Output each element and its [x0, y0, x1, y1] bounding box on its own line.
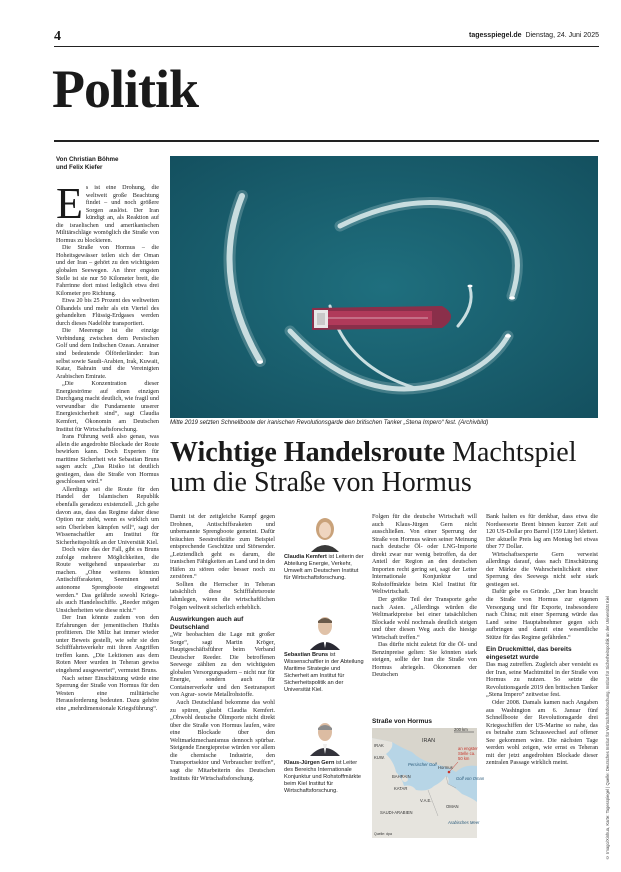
lead-paragraph: Irans Führung weiß also genau, was allein die angedrohte Blockade der Route bewirken kann. Doch Experten für maritime Sicherheit wie Sebastian Bruns sagen auch: „Das Risiko ist deutlich gestiegen, dass die Straße von Hormus geschlossen wird.“	[56, 434, 159, 486]
byline-line-2: und Felix Kiefer	[56, 164, 103, 171]
headline-main: Machtspiel um die Straße von Hormus	[170, 437, 577, 498]
section-title: Politik	[52, 59, 199, 119]
expert-gern	[284, 760, 366, 795]
lead-paragraph: Nach seiner Einschätzung würde eine Sperrung der Straße von Hormus für den Westen eine militärische Herausforderung bedeuten. Dazu gehöre eine „mehrdimensionale Kriegsführung“.	[56, 675, 159, 712]
tanker-ship	[312, 306, 451, 330]
map-label-oman: OMAN	[446, 804, 459, 809]
map-label-narrow: Stelle ca.	[458, 751, 476, 756]
map-title: Straße von Hormus	[372, 718, 432, 725]
map-source: Quelle: dpa	[374, 832, 392, 836]
article-column-4	[486, 514, 598, 859]
photo-credit: © Imago/Xinhua, Karte: Tagesspiegel | Quelle: Deutsches Institut für Wirtschaftsforschung, Institut für Sicherheitspolitik an der Universität Kiel	[605, 596, 610, 860]
paragraph: Das dürfte nicht zuletzt für die Öl- und Benzinpreise gelten: Sie könnten stark steigen, sollte der Iran die Straße von Hormus abriegeln. Ökonomen der Deutschen	[372, 642, 477, 679]
map-label-vae: V.A.E.	[420, 798, 432, 803]
dropcap: E	[56, 179, 83, 228]
paragraph: Damit ist der zeitgleiche Kampf gegen Drohnen, Antischiffsraketen und unbemannte Sprengboote gemeint. Dafür bräuchten Seestreitkräfte zum Beispiel entsprechende Geschütze und Störsender. „Letztendlich geht es darum, die iranischen Fähigkeiten an Land und in den Häfen zu stören oder besser noch zu zerstören.“	[170, 514, 275, 581]
lead-column	[56, 179, 159, 860]
expert-name: Sebastian Bruns	[284, 652, 329, 658]
paragraph: Das mag zutreffen. Zugleich aber versteht es der Iran, seine Machtmittel in der Straße von Hormus zu nutzen. So setzte die Revolutionsgarde 2019 den britischen Tanker „Stena Impero“ zeitweise fest.	[486, 662, 598, 699]
map-label-narrow: an engster	[458, 746, 478, 751]
headline-kicker: Wichtige Handelsroute	[170, 437, 446, 468]
map-label-bahrain: BAHRAIN	[392, 774, 411, 779]
map-label-sea: Arabisches Meer	[448, 820, 480, 825]
article-column-3	[372, 514, 477, 712]
subheading: Auswirkungen auch auf Deutschland	[170, 616, 244, 632]
header-meta	[469, 32, 599, 39]
headline	[170, 438, 600, 498]
map-label-strait: Hormus	[438, 765, 453, 770]
paragraph: „Wir beobachten die Lage mit großer Sorge“, sagt Martin Kröger, Hauptgeschäftsführer beim Verband Deutscher Reeder. Die betroffenen Seewege zählten zu den wichtigsten globalen Versorgungsadern – nicht nur für Energie, sondern auch für Containerverkehr und den Seetransport von Agrar- sowie Metallrohstoffe.	[170, 632, 275, 699]
expert-kemfert	[284, 554, 366, 582]
subheading: Ein Druckmittel, das bereits eingesetzt wurde	[486, 646, 572, 662]
photo-caption: Mitte 2019 setzten Schnellboote der iranischen Revolutionsgarde den britischen Tanker „Stena Impero“ fest. (Archivbild)	[170, 420, 489, 426]
paragraph: Wirtschaftsexperte Gern verweist allerdings darauf, dass nach Einschätzung der Märkte die Wahrscheinlichkeit einer Sperrung des Seewegs nicht sehr stark gestiegen sei.	[486, 551, 598, 588]
expert-desc: ist Leiterin der Abteilung Energie, Verkehr, Umwelt am Deutschen Institut für Wirtschaftsforschung.	[284, 554, 364, 581]
expert-desc: ist Leiter des Bereichs Internationale Konjunktur und Rohstoffmärkte beim Kiel Institut für Wirtschaftsforschung.	[284, 760, 362, 794]
map-label-oman-gulf: Golf von Oman	[456, 776, 485, 781]
paragraph: Dafür gebe es Gründe. „Der Iran braucht die Straße von Hormus zur eigenen Versorgung und für Exporte, insbesondere nach China; mit einer Sperrung würde das Land seine Hauptabnehmer gegen sich aufbringen und damit eine wesentliche Stütze für das Regime gefährden.“	[486, 589, 598, 641]
byline	[56, 156, 166, 172]
expert-desc: ist Wissenschaftler in der Abteilung Maritime Strategie und Sicherheit am Institut für Sicherheitspolitik an der Universität Kiel.	[284, 652, 364, 693]
expert-name: Klaus-Jürgen Gern	[284, 760, 335, 766]
lead-paragraph: „Die Konzentration dieser Energieströme auf einen einzigen Durchgang macht deutlich, wie fragil und verwundbar die Fundamente unserer Energiesicherheit sind“, sagt Claudia Kemfert, Ökonomin am Deutschen Institut für Wirtschaftsforschung.	[56, 381, 159, 433]
map-label-gulf: Persischer Golf	[408, 762, 437, 767]
portrait-bruns	[306, 612, 344, 650]
map-label-kuwait: KUW.	[374, 755, 385, 760]
paragraph: Oder 2008. Damals kamen nach Angaben aus Washington am 6. Januar fünf Schnellboote der Revolutionsgarde drei Kriegsschiffen der US-Marine so nahe, das es beinahe zum Schusswechsel auf offener See gekommen wäre. Die nächsten Tage werden wohl zeigen, wie ernst es Teheran mit der jetzt angedrohten Blockade dieser zentralen Passage wirklich meint.	[486, 700, 598, 767]
tanker-photo	[170, 156, 598, 418]
paragraph: Auch Deutschland bekomme das wohl zu spüren, glaubt Claudia Kemfert. „Obwohl deutsche Ölimporte nicht direkt über die Straße von Hormus laufen, wäre eine Blockade über den Weltmarktmechanismus dennoch spürbar. Steigende Energiepreise würden vor allem die chemische Industrie, den Transportsektor und Verbraucher treffen“, sagt die Mitarbeiterin des Deutschen Instituts für Wirtschaftsforschung.	[170, 700, 275, 782]
lead-paragraph: Allerdings sei die Route für den Handel der Islamischen Republik ebenfalls geradezu existenziell. „Ich gehe davon aus, dass das Regime daher diese Option nur zieht, wenn es wirklich um sein Überleben kämpfen will“, sagt der Wissenschaftler am Institut für Sicherheitspolitik an der Universität Kiel.	[56, 486, 159, 546]
map-label-saudi: SAUDI-ARABIEN	[380, 810, 413, 815]
lead-paragraph: Der Iran könnte zudem von den Erfahrungen der jemenitischen Huthis profitieren. Die Miliz hat immer wieder unter Beweis gestellt, wie sehr sie den Schifffahrtsverkehr mit ihren Angriffen treffen kann. „Die Lektionen aus dem Roten Meer wurden in Teheran gewiss eingehend ausgewertet“, vermutet Bruns.	[56, 615, 159, 674]
portrait-kemfert	[306, 514, 344, 552]
lead-paragraph	[56, 179, 159, 245]
paragraph: Sollten die Herrscher in Teheran tatsächlich diese Schifffahrtsroute lahmlegen, wären die wirtschaftlichen Folgen weltweit sicherlich erheblich.	[170, 581, 275, 611]
paragraph: Bank halten es für denkbar, dass etwa die Nordseesorte Brent binnen kurzer Zeit auf 120 US-Dollar pro Barrel (159 Liter) klettert. Der aktuelle Preis lag am Montag bei etwas über 77 Dollar.	[486, 514, 598, 551]
page-number: 4	[54, 29, 61, 44]
article-column-1	[170, 514, 275, 859]
lead-paragraph: Die Meerenge ist die einzige Verbindung zwischen dem Persischen Golf und dem Indischen Ozean. Anrainer sind bedeutende Ölförderländer: Iran selbst sowie Saudi-Arabien, Irak, Kuwait, Katar, Bahrain und die Vereinigten Arabischen Emirate.	[56, 328, 159, 380]
lead-paragraph: Doch wäre das der Fall, gibt es Bruns zufolge mehrere Möglichkeiten, die Route weitgehend unpassierbar zu machen. „Ohne weiteres könnten Antischiffsraketen, Seeminen und autonome Sprengboote eingesetzt werden.“ Das gefährde sowohl Kriegs- als auch Handelsschiffe. „Reeder mögen Unsicherheiten wie diese nicht.“	[56, 547, 159, 614]
expert-bruns	[284, 652, 366, 694]
section-rule	[54, 140, 599, 142]
map-label-irak: IRAK	[374, 743, 384, 748]
paragraph: Folgen für die deutsche Wirtschaft will auch Klaus-Jürgen Gern nicht ausschließen. Von einer Sperrung der Straße von Hormus wären seiner Meinung nach deutsche Öl- oder LNG-Importe direkt zwar nur wenig betroffen, da der Anteil der Region an den deutschen Importen recht gering sei, sagt der Leiter Internationale Konjunktur und Rohstoffmärkte beim Kiel Institut für Weltwirtschaft.	[372, 514, 477, 596]
lead-paragraph: Die Straße von Hormus – die Hoheitsgewässer teilen sich der Oman und der Iran – gehört zu den wichtigsten globalen Seewegen. An ihrer engsten Stelle ist sie nur 50 Kilometer breit, die Fahrrinne dort misst lediglich etwa drei Kilometer pro Richtung.	[56, 245, 159, 297]
map-scale: 200 km	[454, 727, 468, 732]
lead-paragraph: Etwa 20 bis 25 Prozent des weltweiten Ölhandels und mehr als ein Viertel des gehandelten Flüssig-Erdgases werden durch dieses Nadelöhr transportiert.	[56, 298, 159, 327]
sea-image	[170, 156, 598, 418]
site-name[interactable]: tagesspiegel.de	[469, 32, 522, 39]
portrait-gern	[306, 718, 344, 756]
lead-paragraph-text: s ist eine Drohung, die weltweit große Beachtung findet – und noch größere Sorgen auslöst. Der Iran kündigt an, als Reaktion auf die israelischen und amerikanischen Militärschläge womöglich die Straße von Hormus zu blockieren.	[56, 185, 159, 244]
hormuz-map	[372, 727, 485, 838]
paragraph: Der größte Teil der Transporte gehe nach Asien. „Allerdings würden die Weltmarktpreise bei einer tatsächlichen Blockade wohl nochmals deutlich steigen und über diesen Weg auch die hiesige Wirtschaft treffen.“	[372, 597, 477, 641]
map-label-iran: IRAN	[422, 738, 436, 744]
map-strait-marker	[448, 771, 451, 774]
issue-date: Dienstag, 24. Juni 2025	[525, 32, 599, 39]
byline-line-1: Von Christian Böhme	[56, 156, 119, 163]
expert-name: Claudia Kemfert	[284, 554, 327, 560]
map-label-katar: KATAR	[394, 786, 408, 791]
header-rule	[54, 46, 599, 47]
map-label-narrow: 50 km	[458, 756, 470, 761]
